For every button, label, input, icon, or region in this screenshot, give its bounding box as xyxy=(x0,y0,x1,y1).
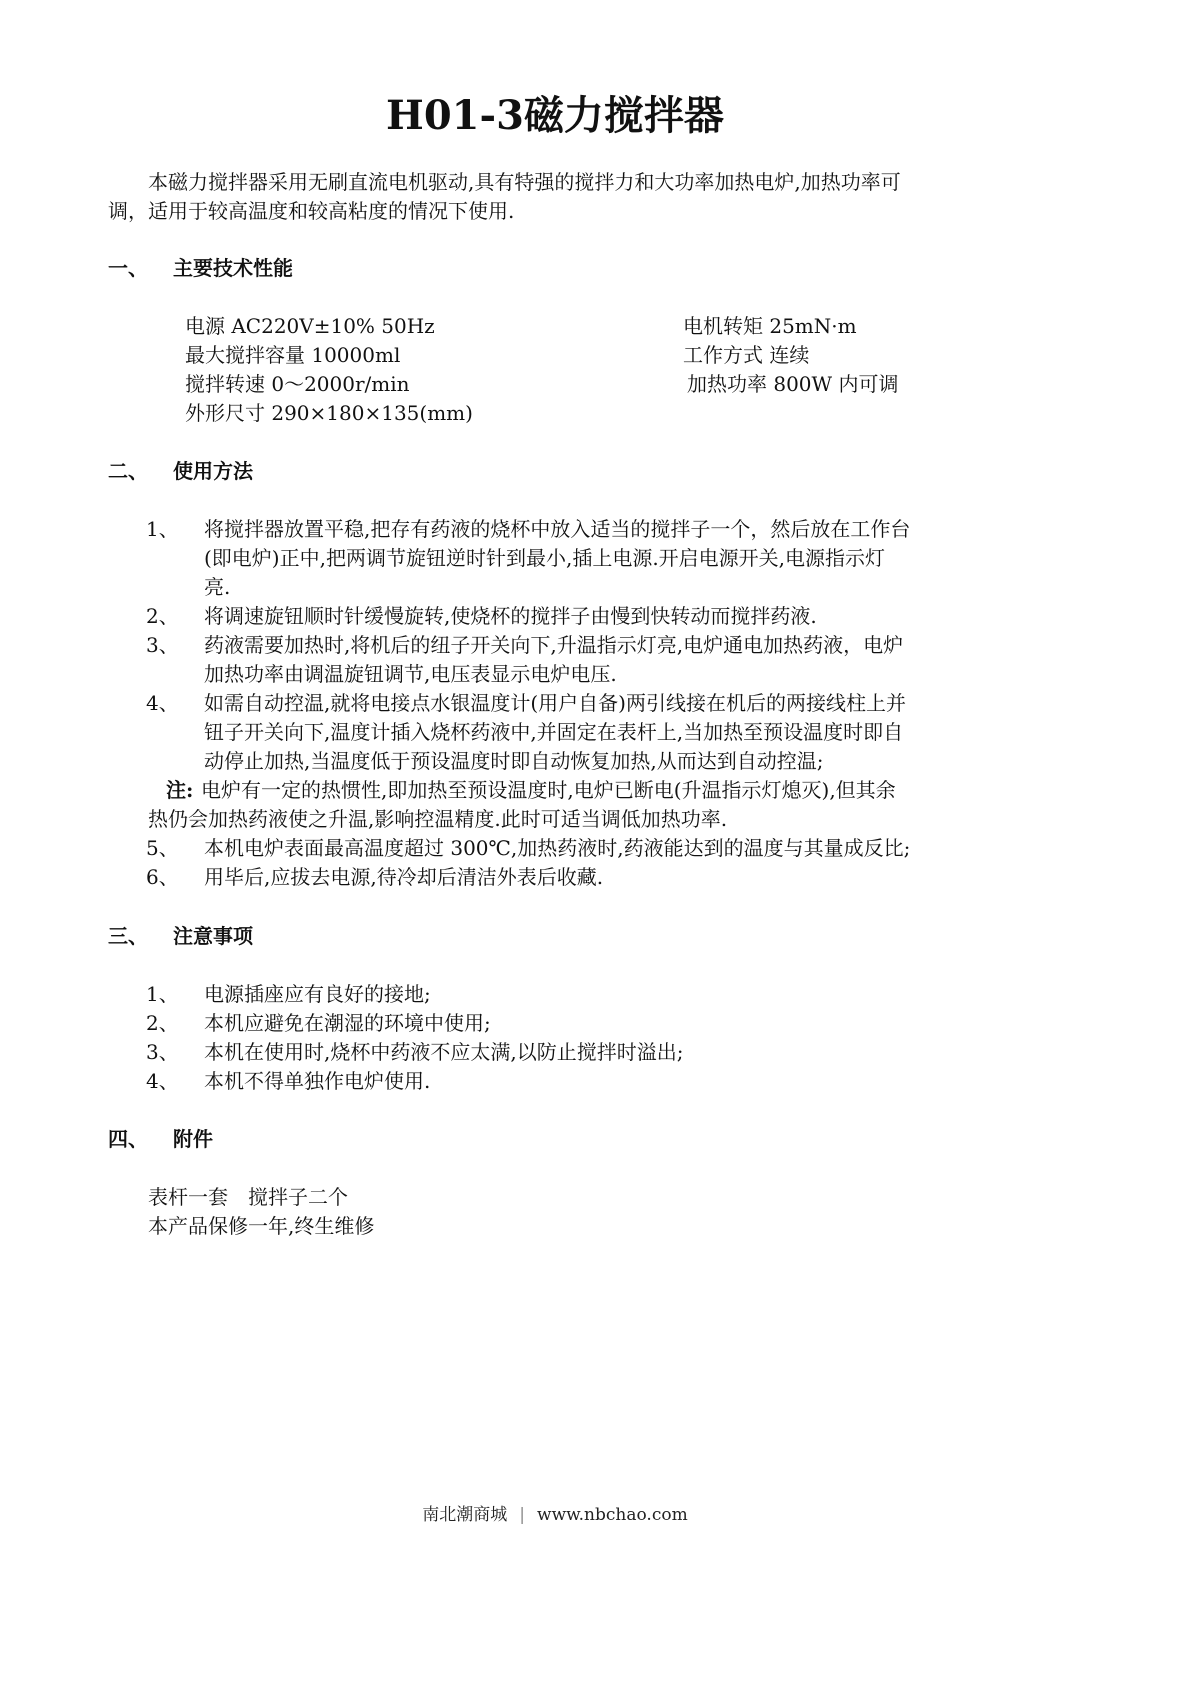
accessory-text: 本产品保修一年,终生维修 xyxy=(148,1214,375,1238)
footer-url[interactable]: www.nbchao.com xyxy=(537,1505,688,1525)
spec-item: 电机转矩 25mN·m xyxy=(683,314,857,338)
item-text: 加热功率由调温旋钮调节,电压表显示电炉电压. xyxy=(204,662,617,686)
spec-item: 最大搅拌容量 10000ml xyxy=(185,343,401,367)
item-number: 2、 xyxy=(146,604,179,628)
note-text: 热仍会加热药液使之升温,影响控温精度.此时可适当调低加热功率. xyxy=(148,807,728,831)
section-number: 二、 xyxy=(108,459,148,483)
item-number: 5、 xyxy=(146,836,179,860)
spec-item: 加热功率 800W 内可调 xyxy=(687,372,899,396)
item-number: 3、 xyxy=(146,1040,179,1064)
item-text: 本机电炉表面最高温度超过 300℃,加热药液时,药液能达到的温度与其量成反比; xyxy=(204,836,911,860)
intro-text: 调，适用于较高温度和较高粘度的情况下使用. xyxy=(108,199,515,223)
item-text: 用毕后,应拔去电源,待冷却后清洁外表后收藏. xyxy=(204,865,604,889)
item-number: 4、 xyxy=(146,1069,179,1093)
item-number: 4、 xyxy=(146,691,179,715)
note-label: 注: xyxy=(166,778,194,802)
section-number: 四、 xyxy=(108,1127,148,1151)
item-text: (即电炉)正中,把两调节旋钮逆时针到最小,插上电源.开启电源开关,电源指示灯 xyxy=(204,546,886,570)
item-text: 本机不得单独作电炉使用. xyxy=(204,1069,431,1093)
section-number: 三、 xyxy=(108,924,148,948)
item-text: 将调速旋钮顺时针缓慢旋转,使烧杯的搅拌子由慢到快转动而搅拌药液. xyxy=(204,604,817,628)
item-text: 钮子开关向下,温度计插入烧杯药液中,并固定在表杆上,当加热至预设温度时即自 xyxy=(204,720,904,744)
section-title: 附件 xyxy=(173,1127,213,1151)
spec-item: 外形尺寸 290×180×135(mm) xyxy=(185,401,473,425)
item-text: 电源插座应有良好的接地; xyxy=(204,982,431,1006)
spec-item: 工作方式 连续 xyxy=(683,343,810,367)
spec-item: 电源 AC220V±10% 50Hz xyxy=(185,314,435,338)
accessory-text: 表杆一套 搅拌子二个 xyxy=(148,1185,348,1209)
note-text: 电炉有一定的热惯性,即加热至预设温度时,电炉已断电(升温指示灯熄灭),但其余 xyxy=(201,778,896,802)
footer-separator: | xyxy=(519,1505,526,1525)
page-title: H01-3磁力搅拌器 xyxy=(386,92,724,139)
intro-text: 本磁力搅拌器采用无刷直流电机驱动,具有特强的搅拌力和大功率加热电炉,加热功率可 xyxy=(148,170,901,194)
footer-site: 南北潮商城 xyxy=(422,1505,508,1525)
item-text: 本机在使用时,烧杯中药液不应太满,以防止搅拌时溢出; xyxy=(204,1040,684,1064)
item-number: 1、 xyxy=(146,982,179,1006)
section-number: 一、 xyxy=(108,256,148,280)
item-text: 动停止加热,当温度低于预设温度时即自动恢复加热,从而达到自动控温; xyxy=(204,749,824,773)
item-text: 将搅拌器放置平稳,把存有药液的烧杯中放入适当的搅拌子一个，然后放在工作台 xyxy=(204,517,911,541)
item-text: 如需自动控温,就将电接点水银温度计(用户自备)两引线接在机后的两接线柱上并 xyxy=(204,691,906,715)
section-title: 使用方法 xyxy=(173,459,253,483)
section-title: 注意事项 xyxy=(173,924,253,948)
item-number: 6、 xyxy=(146,865,179,889)
item-number: 3、 xyxy=(146,633,179,657)
section-title: 主要技术性能 xyxy=(173,256,293,280)
item-number: 1、 xyxy=(146,517,179,541)
item-text: 本机应避免在潮湿的环境中使用; xyxy=(204,1011,491,1035)
spec-item: 搅拌转速 0～2000r/min xyxy=(185,372,410,396)
item-text: 药液需要加热时,将机后的纽子开关向下,升温指示灯亮,电炉通电加热药液，电炉 xyxy=(204,633,904,657)
footer xyxy=(0,1500,1110,1525)
item-number: 2、 xyxy=(146,1011,179,1035)
item-text: 亮. xyxy=(204,575,231,599)
